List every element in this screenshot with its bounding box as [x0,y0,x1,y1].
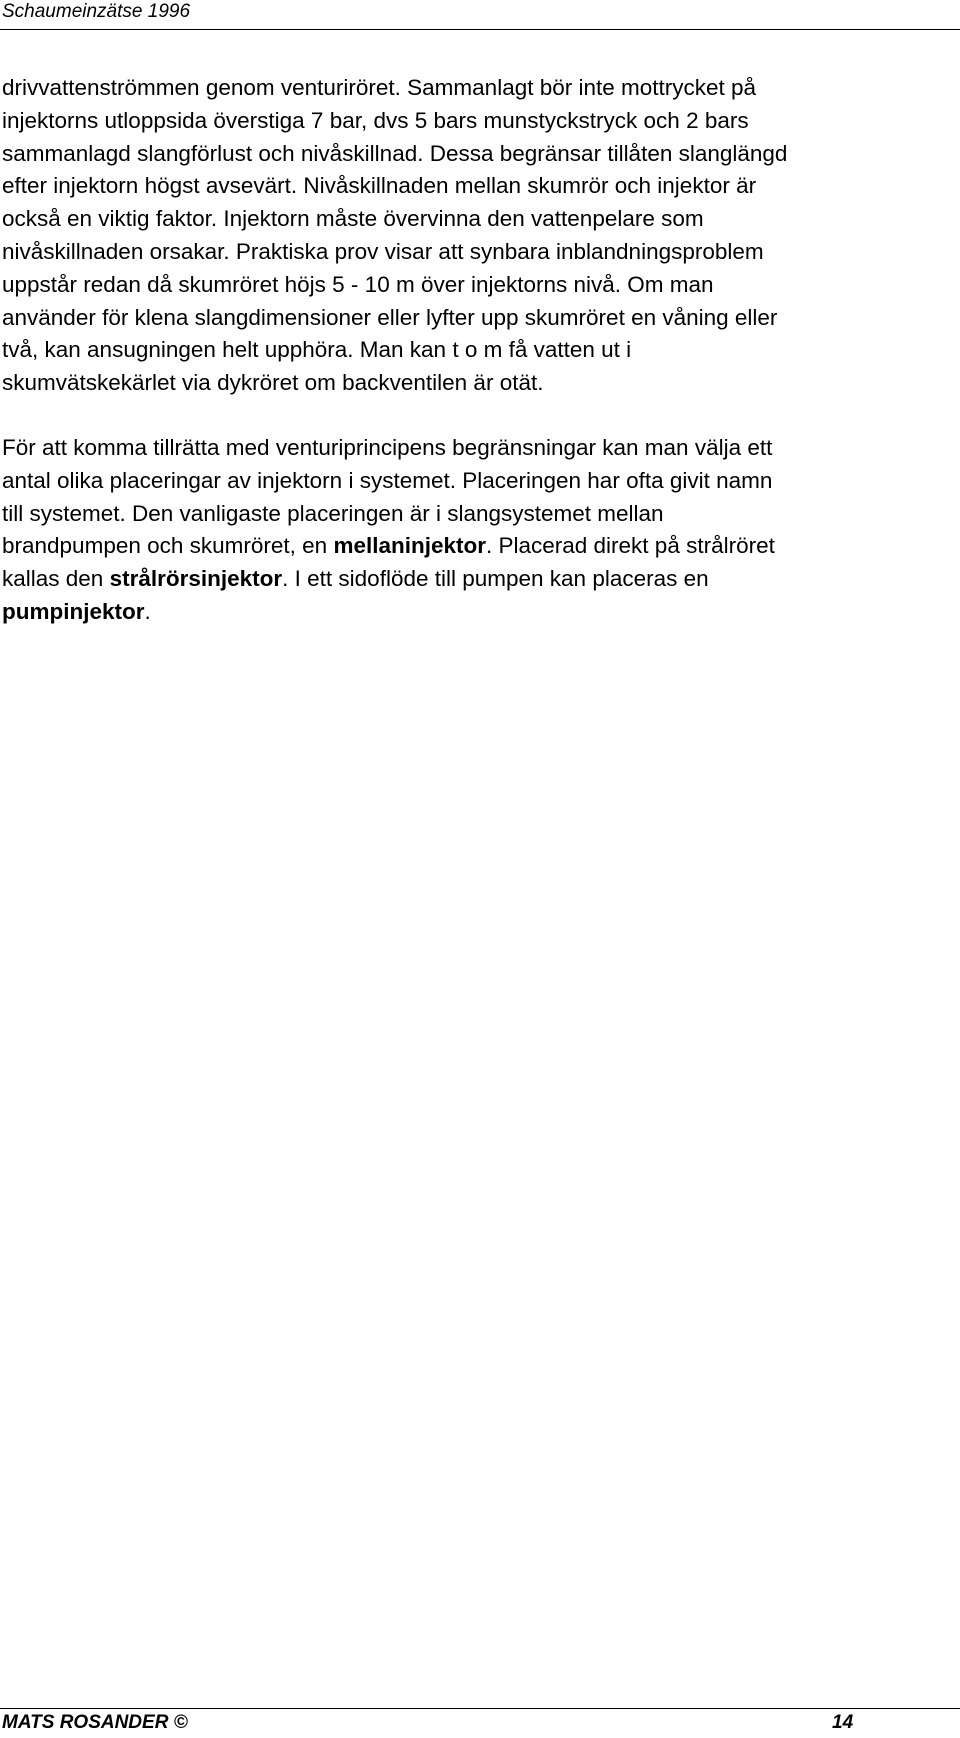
text-segment: drivvattenströmmen genom venturiröret. Sammanlagt bör inte mottrycket på [2,75,757,100]
text-segment: nivåskillnaden orsakar. Praktiska prov visar att synbara inblandningsproblem [2,238,764,264]
running-header: Schaumeinzätse 1996 [2,1,191,22]
text-segment: skumvätskekärlet via dykröret om backventilen är otät. [2,370,544,396]
footer-author: MATS ROSANDER © [2,1712,188,1733]
header-rule [0,29,960,30]
text-segment: två, kan ansugningen helt upphöra. Man kan t o m få vatten ut i [2,337,632,363]
text-segment: . [144,598,151,624]
text-segment: brandpumpen och skumröret, en [2,533,334,559]
text-segment: antal olika placeringar av injektorn i systemet. Placeringen har ofta givit namn [2,467,773,493]
text-segment: sammanlagd slangförlust och nivåskillnad. Dessa begränsar tillåten slanglängd [2,140,788,166]
text-segment: också en viktig faktor. Injektorn måste övervinna den vattenpelare som [2,206,704,232]
text-segment: . I ett sidoflöde till pumpen kan placeras en [282,566,709,592]
bold-term: strålrörsinjektor [109,566,283,592]
text-segment: För att komma tillrätta med venturiprincipens begränsningar kan man välja ett [2,434,773,460]
text-segment: till systemet. Den vanligaste placeringen är i slangsystemet mellan [2,500,664,526]
bold-term: mellaninjektor [333,533,486,559]
text-segment: efter injektorn högst avsevärt. Nivåskillnaden mellan skumrör och injektor är [2,173,757,199]
text-segment: injektorns utloppsida överstiga 7 bar, dvs 5 bars munstyckstryck och 2 bars [2,107,749,133]
text-segment: använder för klena slangdimensioner eller lyfter upp skumröret en våning eller [2,304,778,330]
text-segment: . Placerad direkt på strålröret [485,533,775,559]
paragraph [2,72,952,400]
body-text [2,72,952,629]
page-number: 14 [832,1712,854,1733]
text-segment: kallas den [2,566,110,592]
footer-rule [0,1708,960,1709]
text-segment: uppstår redan då skumröret höjs 5 - 10 m över injektorns nivå. Om man [2,271,714,297]
paragraph [2,432,952,629]
bold-term: pumpinjektor [2,598,145,624]
